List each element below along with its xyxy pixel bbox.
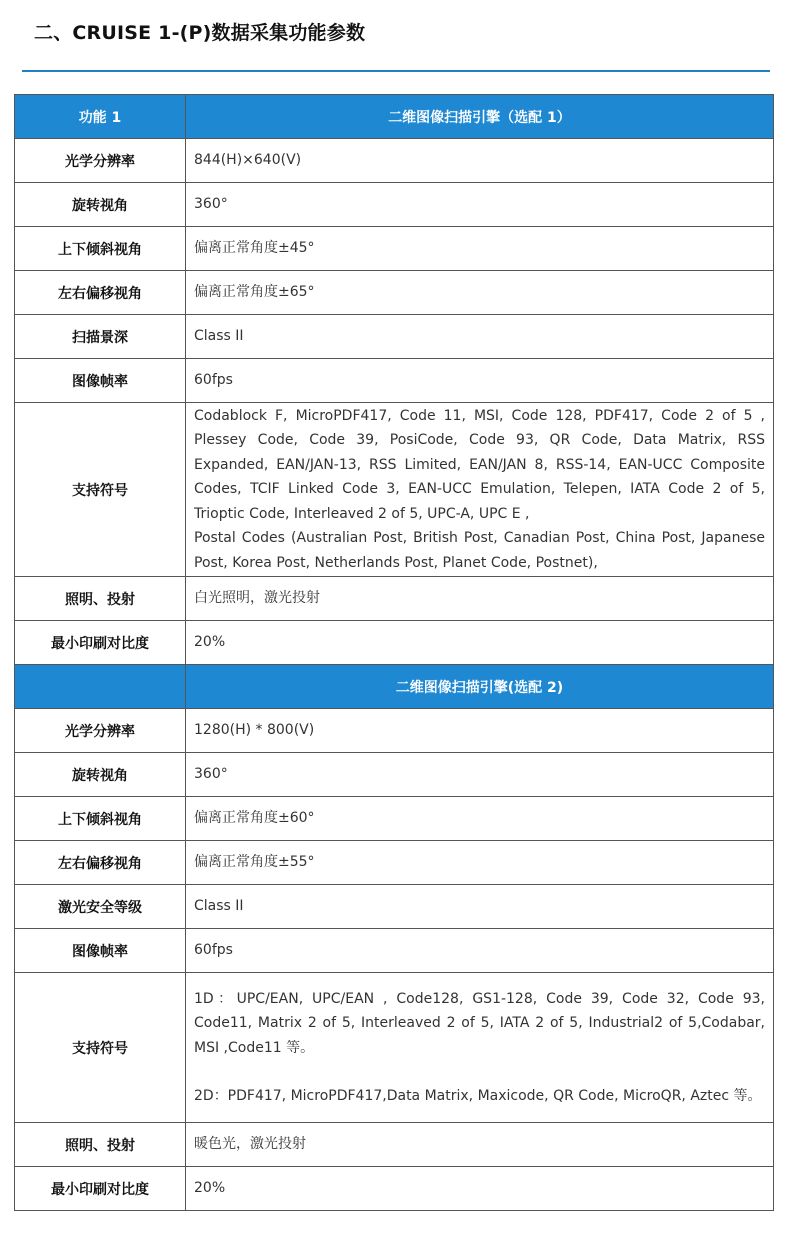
page-title: 二、CRUISE 1-(P)数据采集功能参数 <box>34 22 366 44</box>
table-row <box>15 271 774 315</box>
row-label: 扫描景深 <box>15 315 186 359</box>
row-label: 左右偏移视角 <box>15 841 186 885</box>
section1-header-value: 二维图像扫描引擎（选配 1） <box>186 95 774 139</box>
table-row <box>15 753 774 797</box>
row-label: 光学分辨率 <box>15 139 186 183</box>
table-row <box>15 227 774 271</box>
row-value: 360° <box>186 753 774 797</box>
table-row <box>15 139 774 183</box>
row-value: 60fps <box>186 929 774 973</box>
row-label: 照明、投射 <box>15 1123 186 1167</box>
postal-codes-list: Postal Codes (Australian Post, British Post, Canadian Post, China Post, Japanese Post, Korea Post, Netherlands Post, Planet Code, Postnet), <box>194 530 765 571</box>
symbology-2d-list: 2D：PDF417, MicroPDF417,Data Matrix, Maxicode, QR Code, MicroQR, Aztec 等。 <box>194 1088 762 1104</box>
section2-header-value: 二维图像扫描引擎(选配 2) <box>186 665 774 709</box>
row-value: 偏离正常角度±60° <box>186 797 774 841</box>
row-label: 照明、投射 <box>15 577 186 621</box>
row-label: 左右偏移视角 <box>15 271 186 315</box>
row-label: 图像帧率 <box>15 929 186 973</box>
row-value: Class II <box>186 315 774 359</box>
row-value: 偏离正常角度±55° <box>186 841 774 885</box>
symbology-list: Codablock F, MicroPDF417, Code 11, MSI, Code 128, PDF417, Code 2 of 5 , Plessey Code, Code 39, PosiCode, Code 93, QR Code, Data Matrix, RSS Expanded, EAN/JAN-13, RSS Limited, EAN/JAN 8, RSS-14, EAN-UCC Composite Codes, TCIF Linked Code 3, EAN-UCC Emulation, Telepen, IATA Code 2 of 5, Trioptic Code, Interleaved 2 of 5, UPC-A, UPC E , <box>194 407 765 522</box>
section2-header-label <box>15 665 186 709</box>
table-row <box>15 577 774 621</box>
row-value: 360° <box>186 183 774 227</box>
table-row <box>15 929 774 973</box>
table-row <box>15 973 774 1123</box>
row-value: 1280(H) * 800(V) <box>186 709 774 753</box>
row-value: 60fps <box>186 359 774 403</box>
section1-header-label: 功能 1 <box>15 95 186 139</box>
row-label: 支持符号 <box>15 973 186 1123</box>
table-row <box>15 1167 774 1211</box>
row-value <box>186 403 774 577</box>
table-row <box>15 183 774 227</box>
table-row <box>15 1123 774 1167</box>
table-row <box>15 403 774 577</box>
symbology-1d-list: 1D：UPC/EAN, UPC/EAN , Code128, GS1-128, Code 39, Code 32, Code 93, Code11, Matrix 2 of 5, Interleaved 2 of 5, IATA 2 of 5, Industrial2 of 5,Codabar, MSI ,Code11 等。 <box>194 990 765 1056</box>
row-label: 上下倾斜视角 <box>15 227 186 271</box>
spec-table <box>14 94 774 1211</box>
row-value: 20% <box>186 1167 774 1211</box>
table-row <box>15 841 774 885</box>
table-row <box>15 885 774 929</box>
row-value: 偏离正常角度±65° <box>186 271 774 315</box>
row-label: 最小印刷对比度 <box>15 621 186 665</box>
section2-header-row <box>15 665 774 709</box>
row-label: 旋转视角 <box>15 183 186 227</box>
row-label: 最小印刷对比度 <box>15 1167 186 1211</box>
spacer <box>194 1060 765 1084</box>
table-row <box>15 315 774 359</box>
row-value: 白光照明，激光投射 <box>186 577 774 621</box>
row-value <box>186 973 774 1123</box>
title-divider <box>22 70 770 72</box>
row-label: 激光安全等级 <box>15 885 186 929</box>
row-label: 图像帧率 <box>15 359 186 403</box>
row-label: 旋转视角 <box>15 753 186 797</box>
table-row <box>15 621 774 665</box>
row-label: 支持符号 <box>15 403 186 577</box>
row-value: Class II <box>186 885 774 929</box>
table-row <box>15 359 774 403</box>
table-row <box>15 709 774 753</box>
row-value: 20% <box>186 621 774 665</box>
row-label: 光学分辨率 <box>15 709 186 753</box>
row-value: 844(H)×640(V) <box>186 139 774 183</box>
row-value: 暖色光，激光投射 <box>186 1123 774 1167</box>
table-row <box>15 797 774 841</box>
row-value: 偏离正常角度±45° <box>186 227 774 271</box>
row-label: 上下倾斜视角 <box>15 797 186 841</box>
section1-header-row <box>15 95 774 139</box>
